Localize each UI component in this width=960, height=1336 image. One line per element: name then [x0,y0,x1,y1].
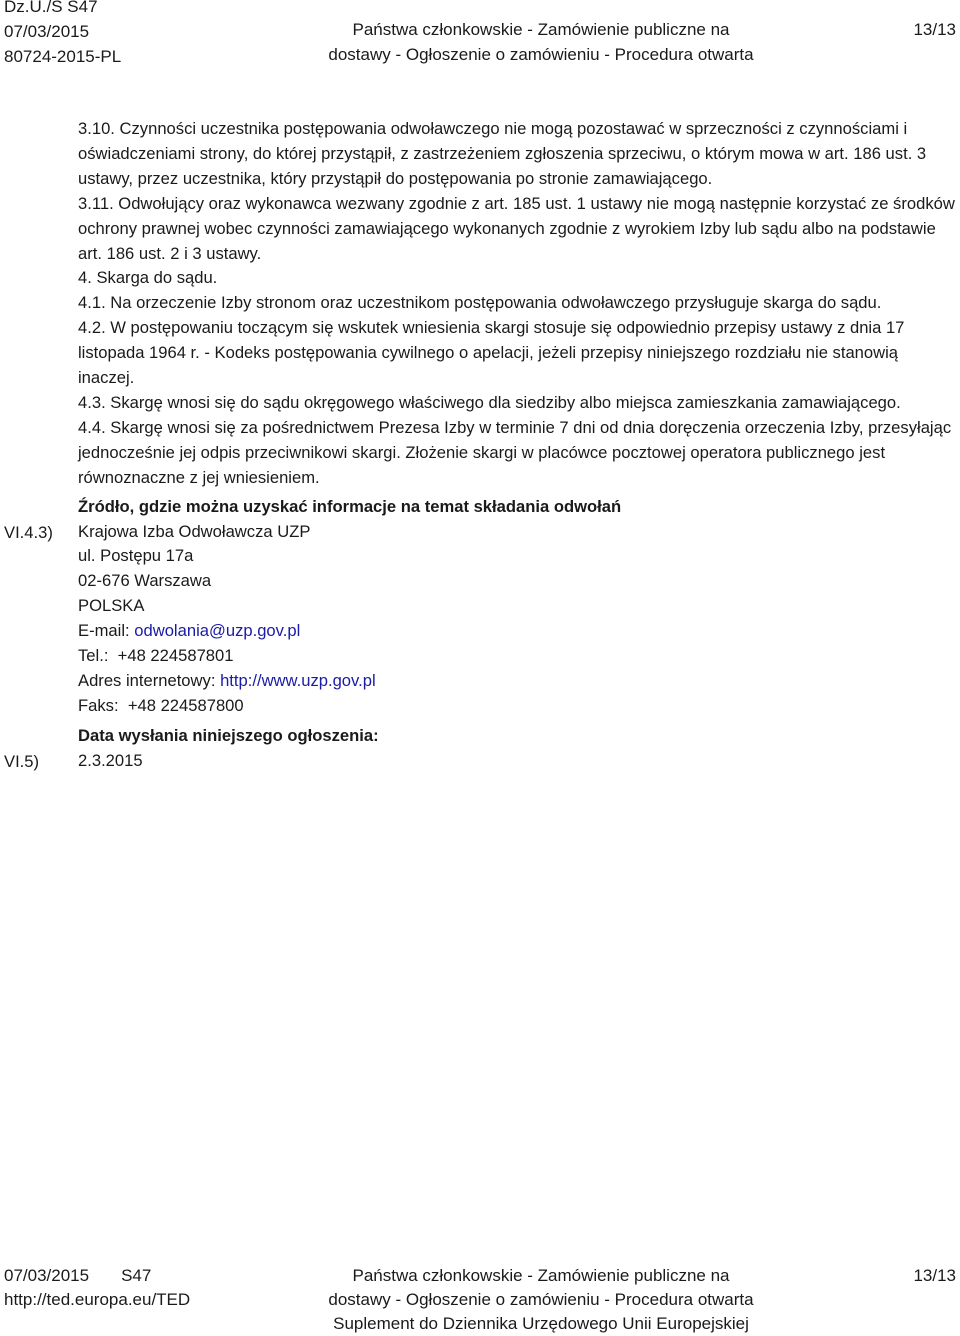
header-title-line1: Państwa członkowskie - Zamówienie publiczne na [352,20,730,39]
tel-row [78,644,958,669]
paragraph-3-10: 3.10. Czynności uczestnika postępowania odwoławczego nie mogą pozostawać w sprzeczności z czynnościami i oświadczeniami strony, do której przystąpił, z zastrzeżeniem zgłoszenia sprzeciwu, o którym mowa w art. 186 ust. 3 ustawy, przez uczestnika, który przystąpił do postępowania po stronie zamawiającego. [78,119,927,188]
fax-row [78,694,958,719]
footer-date: 07/03/2015 [4,1266,90,1285]
fax-value: +48 224587800 [127,695,244,715]
footer-series: S47 [121,1266,152,1285]
document-body [78,117,958,774]
doc-number: 80724-2015-PL [4,47,122,66]
web-label: Adres internetowy: [78,670,216,690]
tel-value: +48 224587801 [117,646,234,666]
footer-title-line3: Suplement do Dziennika Urzędowego Unii Europejskiej [333,1314,749,1333]
footer-title-line2: dostawy - Ogłoszenie o zamówieniu - Procedura otwarta [328,1290,754,1309]
paragraph-4-1: 4.1. Na orzeczenie Izby stronom oraz uczestnikom postępowania odwoławczego przysługuje skarga do sądu. [78,293,882,313]
header-page: 13/13 [913,20,956,39]
header-title [0,17,960,67]
footer-title [0,1264,960,1336]
fax-label: Faks: [78,695,119,715]
header-date: 07/03/2015 [4,22,90,41]
web-link[interactable]: http://www.uzp.gov.pl [220,670,376,690]
paragraph-4-3: 4.3. Skargę wnosi się do sądu okręgowego właściwego dla siedziby albo miejsca zamieszkania zamawiającego. [78,392,901,412]
dispatch-date: 2.3.2015 [78,750,143,770]
footer-page: 13/13 [913,1266,956,1285]
email-row [78,619,958,644]
journal-ref: Dz.U./S S47 [4,0,98,16]
org-city: 02-676 Warszawa [78,571,212,591]
paragraph-4-2: 4.2. W postępowaniu toczącym się wskutek wniesienia skargi stosuje się odpowiednio przepisy ustawy z dnia 17 listopada 1964 r. - Kodeks postępowania cywilnego o apelacji, jeżeli przepisy niniejszego rozdziału nie stanowią inaczej. [78,318,905,388]
tel-label: Tel.: [78,646,109,666]
header-title-line2: dostawy - Ogłoszenie o zamówieniu - Procedura otwarta [328,45,754,64]
section-vi43-title: Źródło, gdzie można uzyskać informacje na temat składania odwołań [78,496,622,516]
paragraph-3-11: 3.11. Odwołujący oraz wykonawca wezwany zgodnie z art. 185 ust. 1 ustawy nie mogą następnie korzystać ze środków ochrony prawnej wobec czynności zamawiającego wykonanych zgodnie z wyrokiem Izby lub sądu albo na podstawie art. 186 ust. 2 i 3 ustawy. [78,193,955,263]
email-label: E-mail: [78,621,130,641]
section-number-vi43: VI.4.3) [4,523,53,542]
footer-title-line1: Państwa członkowskie - Zamówienie publiczne na [352,1266,730,1285]
paragraph-4: 4. Skarga do sądu. [78,268,218,288]
org-name: Krajowa Izba Odwoławcza UZP [78,521,311,541]
email-link[interactable]: odwolania@uzp.gov.pl [134,621,301,641]
org-street: ul. Postępu 17a [78,546,194,566]
org-country: POLSKA [78,596,145,616]
paragraph-4-4: 4.4. Skargę wnosi się za pośrednictwem Prezesa Izby w terminie 7 dni od dnia doręczenia orzeczenia Izby, przesyłając jednocześnie jej odpis przeciwnikowi skargi. Złożenie skargi w placówce pocztowej operatora publicznego jest równoznaczne z jej wniesieniem. [78,417,952,487]
section-vi5-title: Data wysłania niniejszego ogłoszenia: [78,725,379,745]
web-row [78,669,958,694]
section-number-vi5: VI.5) [4,752,40,771]
footer-url[interactable]: http://ted.europa.eu/TED [4,1290,191,1309]
